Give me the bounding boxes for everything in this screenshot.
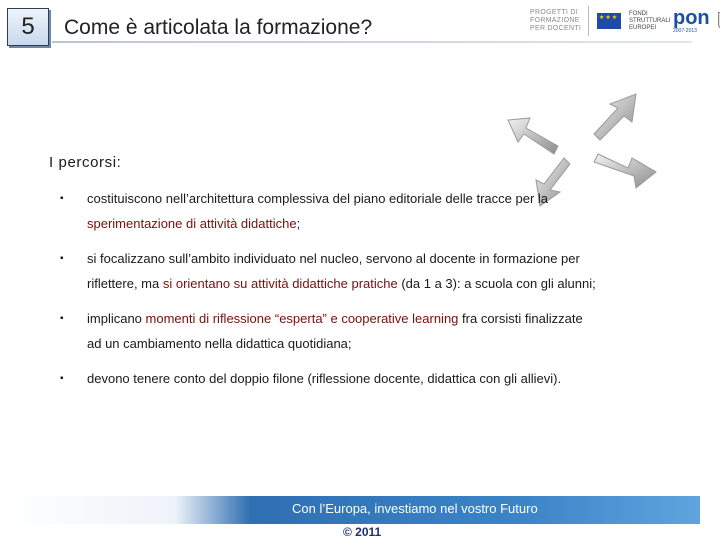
copyright-label: © 2011: [343, 525, 382, 539]
pon-text: pon: [673, 7, 710, 29]
pon-subtext: 2007-2013: [673, 28, 697, 34]
slide-number: 5: [7, 8, 49, 46]
section-lead: I percorsi:: [49, 154, 122, 171]
bullet-item: ▪ si focalizzano sull’ambito individuato nel nucleo, servono al docente in formazione per riflettere, ma si orientano su attività didattiche pratiche (da 1 a 3): a scuola con gli alunni;: [60, 246, 600, 296]
eu-flag-icon: [597, 13, 621, 29]
pon-logo: [673, 8, 710, 34]
footer-slogan: Con l’Europa, investiamo nel vostro Futuro: [292, 501, 538, 516]
header-logos: [530, 4, 720, 38]
bullet-item: ▪ implicano momenti di riflessione “esperta” e cooperative learning fra corsisti finalizzate ad un cambiamento nella didattica quotidiana;: [60, 306, 600, 356]
progetti-formazione-logo: [530, 6, 589, 36]
header-divider: [52, 41, 692, 43]
fondi-strutturali-label: FONDI STRUTTURALI EUROPEI: [629, 10, 671, 31]
bullet-list: [60, 186, 600, 401]
footer-fade: [0, 496, 250, 524]
slide-title: Come è articolata la formazione?: [64, 16, 373, 39]
bullet-item: ▪ costituiscono nell’architettura complessiva del piano editoriale delle tracce per la sperimentazione di attività didattiche;: [60, 186, 600, 236]
pf-line: FORMAZIONE: [530, 17, 580, 24]
bullet-item: ▪ devono tenere conto del doppio filone (riflessione docente, didattica con gli allievi).: [60, 366, 600, 391]
pf-line: PER DOCENTI: [530, 25, 582, 32]
pf-line: PROGETTI DI: [530, 9, 579, 16]
